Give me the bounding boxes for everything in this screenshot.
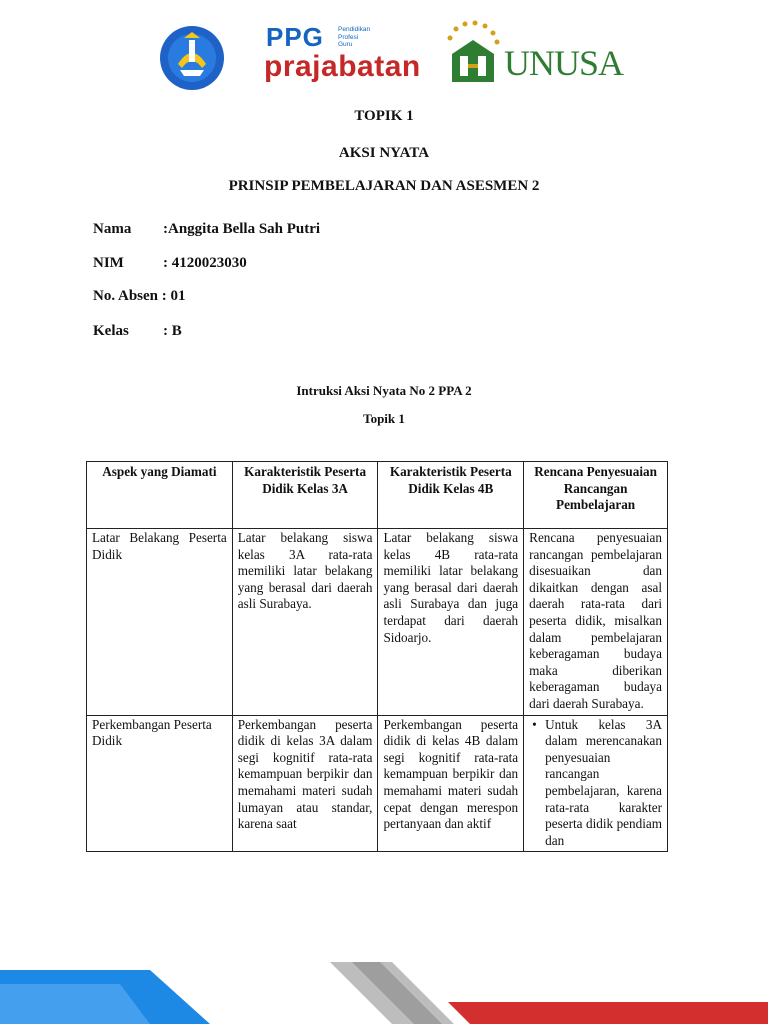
cell-kelas-4b: Perkembangan peserta didik di kelas 4B dalam segi kognitif rata-rata kemampuan berpikir dan memahami materi sudah cepat dengan merespon pertanyaan dan aktif [378,715,524,852]
intruksi-heading: Intruksi Aksi Nyata No 2 PPA 2 [296,383,472,398]
nim-label: NIM [93,255,124,271]
footer-decoration [0,962,768,1024]
unusa-logo-text: UNUSA [504,43,624,83]
table-row [87,715,668,852]
aksi-nyata-heading: AKSI NYATA [338,145,430,161]
nim-row [93,255,247,272]
ppg-logo-subtext: Pendidikan Profesi Guru [338,26,371,48]
header-logos [0,14,768,86]
kelas-row [93,323,182,340]
prajabatan-logo-text: prajabatan [264,50,421,83]
cell-kelas-4b: Latar belakang siswa kelas 4B rata-rata memiliki latar belakang yang berasal dari daerah asli Surabaya dan juga terdapat dari daerah Sidoarjo. [378,529,524,716]
kelas-label: Kelas [93,323,129,339]
observation-table [86,461,668,852]
rencana-bullet-list [529,717,662,850]
absen-row: No. Absen : 01 [93,288,186,304]
cell-aspek: Perkembangan Peserta Didik [87,715,233,852]
header-rencana: Rencana Penyesuaian Rancangan Pembelajaran [524,462,668,529]
nama-label: Nama [93,221,132,237]
header-kelas-4b: Karakteristik Peserta Didik Kelas 4B [378,462,524,529]
cell-rencana [524,715,668,852]
ppg-prajabatan-logo [262,22,432,92]
header-kelas-3a: Karakteristik Peserta Didik Kelas 3A [232,462,378,529]
topik-subheading: Topik 1 [363,411,405,426]
cell-kelas-3a: Latar belakang siswa kelas 3A rata-rata memiliki latar belakang yang berasal dari daerah asli Surabaya. [232,529,378,716]
header-aspek: Aspek yang Diamati [87,462,233,529]
list-item: • Untuk kelas 3A dalam merencanakan penyesuaian rancangan pembelajaran, karena rata-rata karakter peserta didik pendiam dan [545,717,662,850]
ppg-logo-text: PPG [266,22,324,52]
kelas-value: : B [163,323,182,339]
unusa-logo [442,20,642,92]
prinsip-heading: PRINSIP PEMBELAJARAN DAN ASESMEN 2 [228,178,540,194]
cell-aspek: Latar Belakang Peserta Didik [87,529,233,716]
unusa-emblem-icon [442,20,504,88]
nim-value: : 4120023030 [163,255,247,271]
nama-row [93,221,321,238]
nama-value: :Anggita Bella Sah Putri [163,221,321,237]
cell-rencana: Rencana penyesuaian rancangan pembelajaran disesuaikan dan dikaitkan dengan asal daerah rata-rata dari peserta didik, misalkan dalam pembelajaran keberagaman budaya maka diberikan keberagaman budaya dari daerah Surabaya. [524,529,668,716]
topik-heading: TOPIK 1 [354,108,414,124]
table-row [87,529,668,716]
cell-kelas-3a: Perkembangan peserta didik di kelas 3A dalam segi kognitif rata-rata kemampuan berpikir dan memahami materi sudah lumayan atau standar, karena saat [232,715,378,852]
table-header-row [87,462,668,529]
kemdikbud-logo [158,24,226,92]
